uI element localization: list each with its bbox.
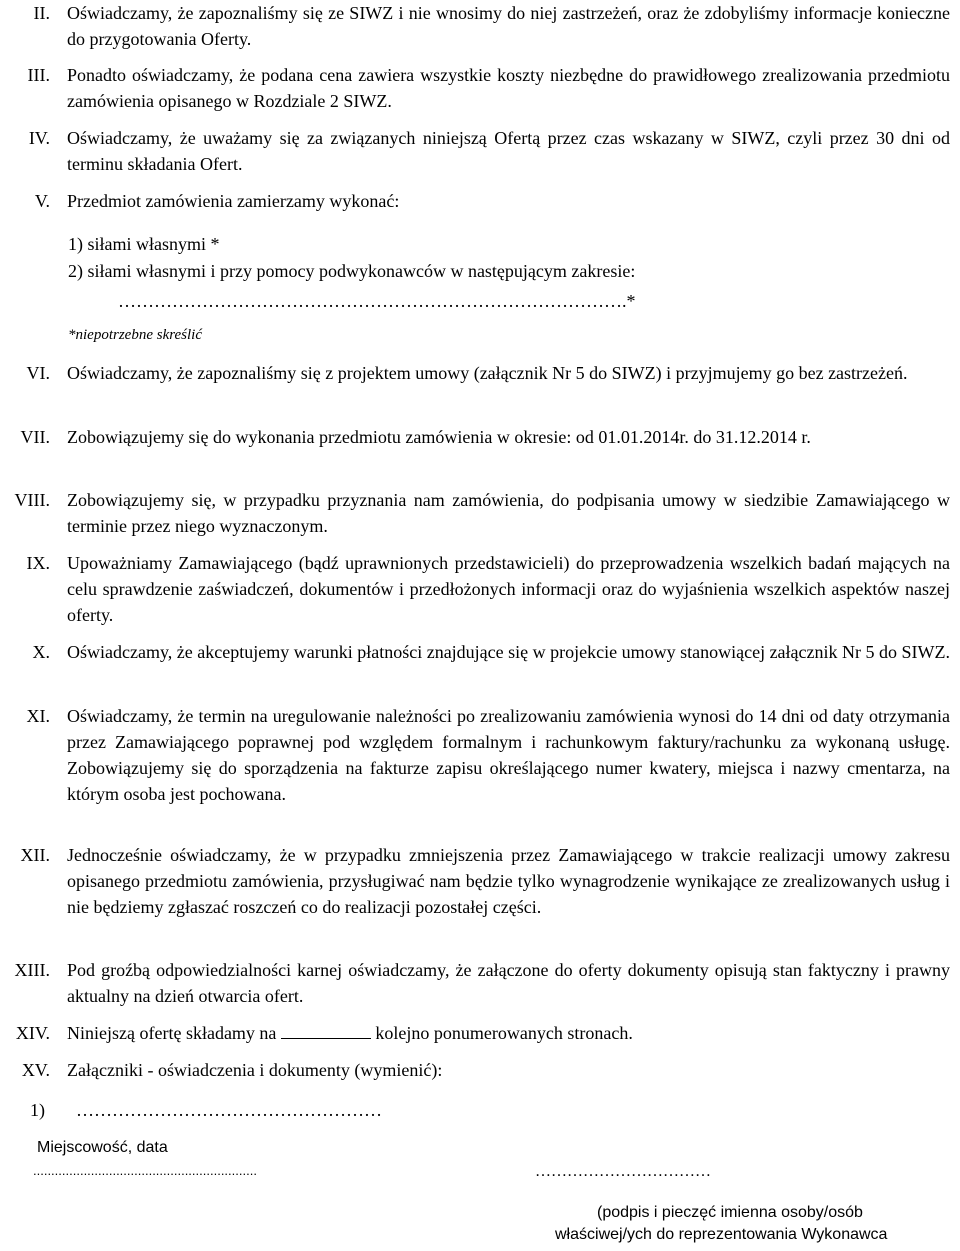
- clause-text: Zobowiązujemy się, w przypadku przyznania nam zamówienia, do podpisania umowy w siedzibie Zamawiającego w terminie przez niego wyznaczonym.: [67, 490, 950, 536]
- clause-number: IX.: [26, 553, 50, 573]
- clause-number: VII.: [20, 427, 50, 447]
- clause-text: Jednocześnie oświadczamy, że w przypadku zmniejszenia przez Zamawiającego w trakcie realizacji umowy zakresu opisanego przedmiotu zamówienia, przysługiwać nam będzie tylko wynagrodzenie wynikające ze zrealizowanych usług i nie będziemy zgłaszać roszczeń co do realizacji pozostałej części.: [67, 845, 950, 917]
- signature-caption-line-1: (podpis i pieczęć imienna osoby/osób: [597, 1204, 863, 1221]
- execution-option-own-forces: 1) siłami własnymi *: [68, 234, 220, 254]
- clause-text: Pod groźbą odpowiedzialności karnej oświadczamy, że załączone do oferty dokumenty opisują stan faktyczny i prawny aktualny na dzień otwarcia ofert.: [67, 960, 950, 1006]
- clause-text: Przedmiot zamówienia zamierzamy wykonać:: [67, 191, 400, 211]
- attachment-number: 1): [30, 1100, 45, 1120]
- clause-number: X.: [32, 642, 50, 662]
- signature-dotted-line[interactable]: ……………………………: [535, 1163, 711, 1180]
- clause-number: IV.: [28, 128, 50, 148]
- page-count-text-after: kolejno ponumerowanych stronach.: [375, 1023, 633, 1043]
- clause-number: XI.: [26, 706, 50, 726]
- clause-text: Załączniki - oświadczenia i dokumenty (wymienić):: [67, 1060, 443, 1080]
- clause-text: Oświadczamy, że uważamy się za związanych niniejszą Ofertą przez czas wskazany w SIWZ, czyli przez 30 dni od terminu składania Ofert.: [67, 128, 950, 174]
- clause-number: III.: [27, 65, 50, 85]
- clause-number: XIII.: [14, 960, 50, 980]
- clause-number: VI.: [26, 363, 50, 383]
- attachment-dotted-line[interactable]: ……………………………………………: [76, 1100, 382, 1120]
- clause-text: Zobowiązujemy się do wykonania przedmiotu zamówienia w okresie: od 01.01.2014r. do 31.12.2014 r.: [67, 427, 811, 447]
- place-date-label: Miejscowość, data: [37, 1139, 168, 1156]
- clause-text: Oświadczamy, że termin na uregulowanie należności po zrealizowaniu zamówienia wynosi do 14 dni od daty otrzymania przez Zamawiającego poprawnej pod względem formalnym i rachunkowym faktury/rachunku za wykonaną usługę. Zobowiązujemy się do sporządzenia na fakturze zapisu określającego numer kwatery, miejsca i nazwy cmentarza, na którym osoba jest pochowana.: [67, 706, 950, 804]
- page-count-blank[interactable]: [281, 1024, 371, 1039]
- clause-number: XIV.: [15, 1023, 50, 1043]
- clause-number: VIII.: [14, 490, 50, 510]
- strike-out-note: *niepotrzebne skreślić: [68, 327, 202, 343]
- clause-number: XV.: [21, 1060, 50, 1080]
- clause-text: Ponadto oświadczamy, że podana cena zawiera wszystkie koszty niezbędne do prawidłowego zrealizowania przedmiotu zamówienia opisanego w Rozdziale 2 SIWZ.: [67, 65, 950, 111]
- clause-number: II.: [33, 3, 50, 23]
- clause-number: XII.: [20, 845, 50, 865]
- clause-number: V.: [34, 191, 50, 211]
- clause-text: Oświadczamy, że zapoznaliśmy się z projektem umowy (załącznik Nr 5 do SIWZ) i przyjmujemy go bez zastrzeżeń.: [67, 363, 908, 383]
- page-count-text-before: Niniejszą ofertę składamy na: [67, 1023, 277, 1043]
- clause-text: Oświadczamy, że akceptujemy warunki płatności znajdujące się w projekcie umowy stanowiącej załącznik Nr 5 do SIWZ.: [67, 642, 951, 662]
- place-date-dotted-line[interactable]: ..............................................................: [33, 1163, 257, 1178]
- clause-text: Upoważniamy Zamawiającego (bądź uprawnionych przedstawicieli) do przeprowadzenia wszelkich badań mających na celu sprawdzenie zaświadczeń, dokumentów i przedłożonych informacji oraz do wyjaśnienia wszelkich aspektów naszej oferty.: [67, 553, 950, 625]
- execution-option-with-subcontractors: 2) siłami własnymi i przy pomocy podwykonawców w następującym zakresie:: [68, 261, 636, 281]
- clause-text: Oświadczamy, że zapoznaliśmy się ze SIWZ i nie wnosimy do niej zastrzeżeń, oraz że zdobyliśmy informacje konieczne do przygotowania Oferty.: [67, 3, 950, 49]
- signature-caption-line-2: właściwej/ych do reprezentowania Wykonawca: [555, 1226, 888, 1243]
- subcontractor-scope-dotted-line: ………………………………………………………………………….*: [118, 291, 636, 311]
- clause-text: [67, 1020, 950, 1046]
